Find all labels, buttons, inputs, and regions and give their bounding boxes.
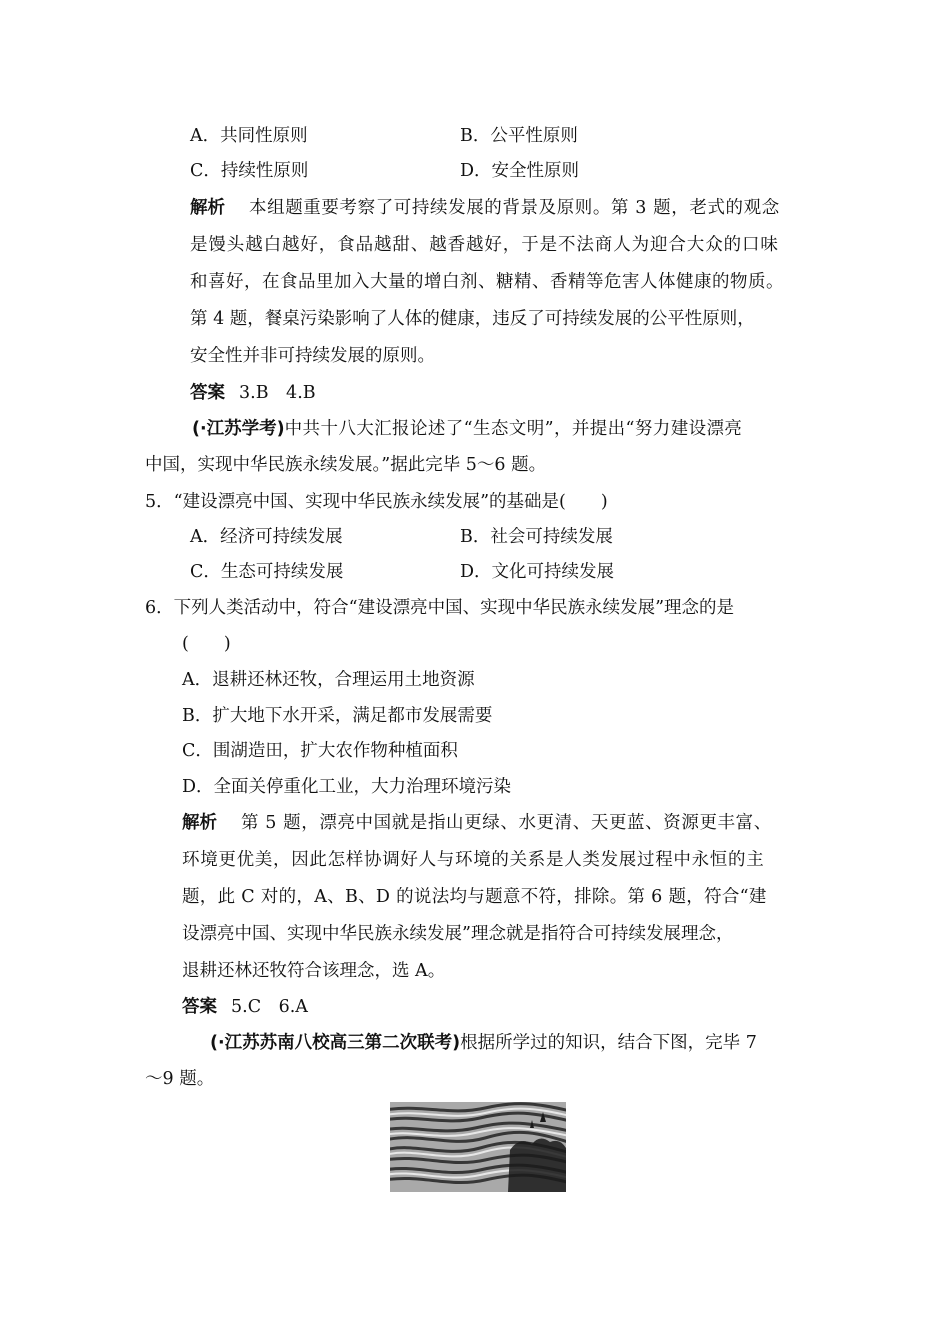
q5-option-c: C．生态可持续发展 xyxy=(190,562,344,582)
analysis-text: 第 5 题，漂亮中国就是指山更绿、水更清、天更蓝、资源更丰富、 xyxy=(241,813,772,833)
answer-line xyxy=(182,995,308,1019)
material-text: 根据所学过的知识，结合下图，完毕 7 xyxy=(460,1033,757,1053)
answer-label: 答案 xyxy=(182,997,217,1017)
analysis-line: 环境更优美，因此怎样协调好人与环境的关系是人类发展过程中永恒的主 xyxy=(182,850,765,870)
analysis-label: 解析 xyxy=(190,198,225,218)
analysis-text: 本组题重要考察了可持续发展的背景及原则。第 3 题，老式的观念 xyxy=(249,198,780,218)
answer-line xyxy=(190,381,316,405)
material-intro xyxy=(192,417,742,441)
answer-text: 3.B 4.B xyxy=(239,383,316,403)
q6-option-a: A．退耕还林还牧，合理运用土地资源 xyxy=(182,670,475,690)
analysis-line: 和喜好，在食品里加入大量的增白剂、糖精、香精等危害人体健康的物质。 xyxy=(190,272,784,292)
q6-option-c: C．围湖造田，扩大农作物种植面积 xyxy=(182,741,458,761)
analysis-line: 退耕还林还牧符合该理念，选 A。 xyxy=(182,961,446,981)
terraced-fields-photo xyxy=(390,1102,566,1192)
option-c: C．持续性原则 xyxy=(190,161,309,181)
analysis-line: 安全性并非可持续发展的原则。 xyxy=(190,346,435,366)
q5-option-a: A．经济可持续发展 xyxy=(190,527,343,547)
q6-option-d: D．全面关停重化工业，大力治理环境污染 xyxy=(182,777,512,797)
material-source: (·江苏苏南八校高三第二次联考) xyxy=(210,1033,461,1053)
q5-option-d: D．文化可持续发展 xyxy=(460,562,615,582)
analysis-paragraph-1 xyxy=(190,196,780,220)
option-a: A．共同性原则 xyxy=(190,126,308,146)
q5-option-b: B．社会可持续发展 xyxy=(460,527,613,547)
question-6-paren: ( ) xyxy=(182,634,231,654)
material-source: (·江苏学考) xyxy=(192,419,285,439)
analysis-line: 题，此 C 对的，A、B、D 的说法均与题意不符，排除。第 6 题，符合“建 xyxy=(182,887,767,907)
analysis-line: 设漂亮中国、实现中华民族永续发展”理念就是指符合可持续发展理念， xyxy=(182,924,734,944)
analysis-paragraph-2 xyxy=(182,811,772,835)
material-intro xyxy=(210,1031,757,1055)
material-text-line: 中国，实现中华民族永续发展。”据此完毕 5～6 题。 xyxy=(145,455,547,475)
option-b: B．公平性原则 xyxy=(460,126,578,146)
analysis-line: 是馒头越白越好，食品越甜、越香越好，于是不法商人为迎合大众的口味 xyxy=(190,235,779,255)
terraced-fields-image xyxy=(390,1102,566,1192)
answer-text: 5.C 6.A xyxy=(231,997,308,1017)
option-d: D．安全性原则 xyxy=(460,161,580,181)
question-5-stem: 5．“建设漂亮中国、实现中华民族永续发展”的基础是( ) xyxy=(145,492,608,512)
question-6-stem: 6．下列人类活动中，符合“建设漂亮中国、实现中华民族永续发展”理念的是 xyxy=(145,598,735,618)
material-text-line: ～9 题。 xyxy=(145,1069,215,1089)
answer-label: 答案 xyxy=(190,383,225,403)
material-text: 中共十八大汇报论述了“生态文明”，并提出“努力建设漂亮 xyxy=(284,419,743,439)
analysis-line: 第 4 题，餐桌污染影响了人体的健康，违反了可持续发展的公平性原则， xyxy=(190,309,755,329)
q6-option-b: B．扩大地下水开采，满足都市发展需要 xyxy=(182,706,493,726)
analysis-label: 解析 xyxy=(182,813,217,833)
